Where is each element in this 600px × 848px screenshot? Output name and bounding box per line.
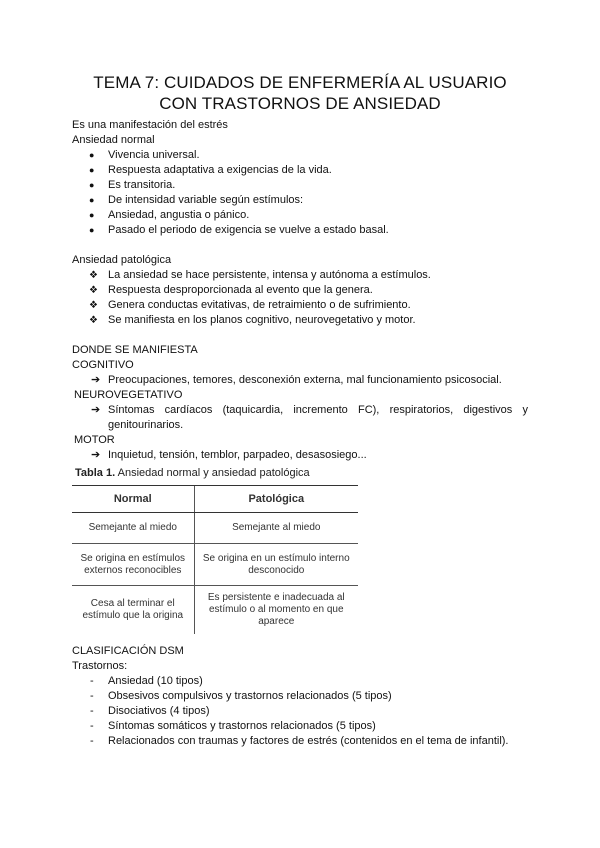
bullet-diamond-icon: ❖	[89, 270, 98, 281]
pathological-anxiety-list	[72, 268, 528, 328]
arrow-right-icon: ➔	[91, 449, 101, 461]
list-item: ● Respuesta adaptativa a exigencias de la vida.	[89, 164, 332, 176]
neurovegetative-item: ➔ Síntomas cardíacos (taquicardia, incremento FC), respiratorios, digestivos y genitourinarios.	[91, 404, 528, 431]
dash-icon: -	[90, 735, 94, 747]
bullet-dot-icon: ●	[89, 225, 95, 235]
intro-text: Es una manifestación del estrés	[72, 119, 228, 131]
dsm-subheading: Trastornos:	[72, 660, 128, 672]
bullet-dot-icon: ●	[89, 165, 95, 175]
motor-label: MOTOR	[74, 434, 115, 446]
motor-item: ➔ Inquietud, tensión, temblor, parpadeo, desasosiego...	[91, 449, 367, 461]
table-row	[72, 544, 358, 586]
comparison-table-figure	[72, 466, 358, 634]
table-cell: Cesa al terminar el estímulo que la origina	[82, 598, 184, 621]
table-caption: Tabla 1. Ansiedad normal y ansiedad patológica	[75, 467, 310, 479]
dash-icon: -	[90, 690, 94, 702]
table-cell: Se origina en un estímulo interno desconocido	[194, 544, 358, 586]
bullet-dot-icon: ●	[89, 180, 95, 190]
table-cell: Es persistente e inadecuada al estímulo o al momento en que aparece	[194, 586, 358, 635]
pathological-anxiety-heading: Ansiedad patológica	[72, 254, 172, 266]
bullet-diamond-icon: ❖	[89, 285, 98, 296]
table-header-pathological: Patológica	[194, 486, 358, 513]
bullet-dot-icon: ●	[89, 150, 95, 160]
list-item: ❖ Se manifiesta en los planos cognitivo, neurovegetativo y motor.	[89, 314, 416, 326]
dash-icon: -	[90, 675, 94, 687]
arrow-right-icon: ➔	[91, 374, 101, 386]
comparison-table	[72, 485, 358, 634]
normal-anxiety-heading: Ansiedad normal	[72, 134, 155, 146]
table-cell: Semejante al miedo	[194, 513, 358, 544]
table-cell: Semejante al miedo	[72, 513, 194, 544]
list-item: ● Ansiedad, angustia o pánico.	[89, 209, 250, 221]
list-item: ● Vivencia universal.	[89, 149, 200, 161]
list-item: ● Es transitoria.	[89, 179, 176, 191]
list-item: - Ansiedad (10 tipos)	[90, 675, 203, 687]
list-item: - Relacionados con traumas y factores de estrés (contenidos en el tema de infantil).	[90, 735, 509, 747]
table-row	[72, 586, 358, 635]
list-item: ● De intensidad variable según estímulos:	[89, 194, 304, 206]
neurovegetative-label: NEUROVEGETATIVO	[74, 389, 183, 401]
cognitive-label: COGNITIVO	[72, 359, 134, 371]
list-item: - Disociativos (4 tipos)	[90, 705, 210, 717]
arrow-right-icon: ➔	[91, 404, 101, 416]
bullet-diamond-icon: ❖	[89, 315, 98, 326]
bullet-dot-icon: ●	[89, 195, 95, 205]
list-item: - Síntomas somáticos y trastornos relacionados (5 tipos)	[90, 720, 376, 732]
dsm-heading: CLASIFICACIÓN DSM	[72, 645, 184, 657]
table-header-normal: Normal	[72, 486, 194, 513]
manifests-heading: DONDE SE MANIFIESTA	[72, 344, 198, 356]
cognitive-item: ➔ Preocupaciones, temores, desconexión externa, mal funcionamiento psicosocial.	[91, 374, 502, 386]
bullet-diamond-icon: ❖	[89, 300, 98, 311]
dash-icon: -	[90, 720, 94, 732]
normal-anxiety-list	[72, 148, 528, 238]
dsm-list	[72, 674, 528, 749]
dash-icon: -	[90, 705, 94, 717]
table-cell: Se origina en estímulos externos reconocibles	[72, 544, 194, 586]
list-item: ❖ Respuesta desproporcionada al evento que la genera.	[89, 284, 373, 296]
list-item: ❖ Genera conductas evitativas, de retraimiento o de sufrimiento.	[89, 299, 411, 311]
document-page	[72, 72, 528, 749]
list-item: - Obsesivos compulsivos y trastornos relacionados (5 tipos)	[90, 690, 392, 702]
table-row	[72, 513, 358, 544]
list-item: ❖ La ansiedad se hace persistente, intensa y autónoma a estímulos.	[89, 269, 431, 281]
bullet-dot-icon: ●	[89, 210, 95, 220]
document-title: TEMA 7: CUIDADOS DE ENFERMERÍA AL USUARIO CON TRASTORNOS DE ANSIEDAD	[93, 73, 507, 113]
list-item: ● Pasado el periodo de exigencia se vuelve a estado basal.	[89, 224, 389, 236]
